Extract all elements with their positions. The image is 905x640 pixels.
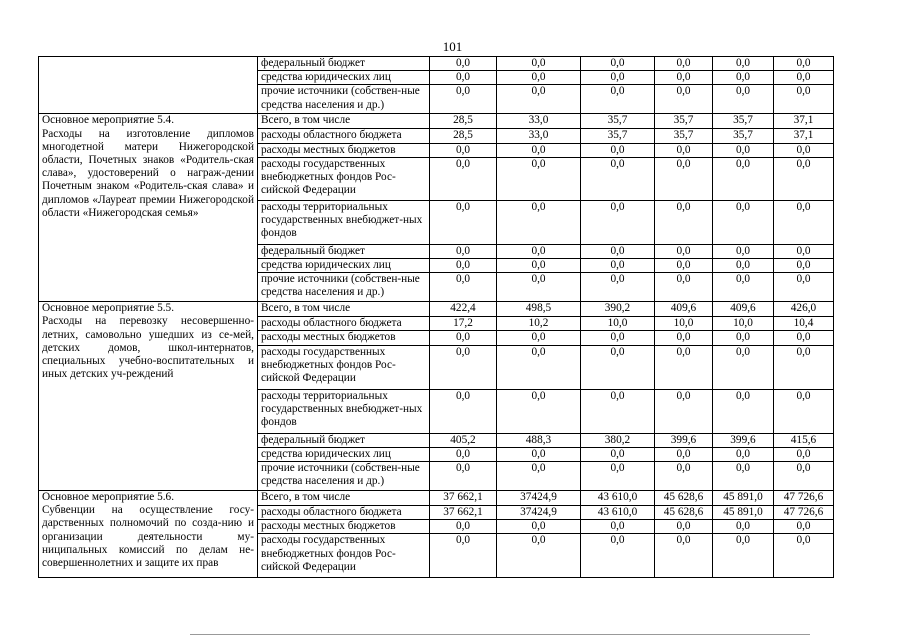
amount-cell: 35,7: [713, 114, 774, 129]
amount-cell: 0,0: [774, 520, 834, 534]
amount-cell: 0,0: [430, 200, 497, 244]
amount-cell: 0,0: [497, 259, 581, 273]
amount-cell: 0,0: [774, 259, 834, 273]
amount-cell: 0,0: [713, 85, 774, 114]
amount-cell: 409,6: [655, 302, 713, 317]
funding-source-label: расходы территориальных государственных внебюджет-ных фондов: [258, 389, 430, 433]
amount-cell: 37,1: [774, 129, 834, 143]
funding-source-label: расходы областного бюджета: [258, 317, 430, 331]
amount-cell: 0,0: [430, 85, 497, 114]
amount-cell: 0,0: [774, 244, 834, 258]
amount-cell: 0,0: [497, 200, 581, 244]
amount-cell: 0,0: [774, 157, 834, 200]
amount-cell: 0,0: [713, 200, 774, 244]
table-row: [39, 302, 834, 317]
amount-cell: 0,0: [581, 244, 655, 258]
amount-cell: 0,0: [655, 200, 713, 244]
amount-cell: 0,0: [713, 57, 774, 71]
table-row: [39, 114, 834, 129]
amount-cell: 380,2: [581, 433, 655, 447]
amount-cell: 0,0: [774, 143, 834, 157]
funding-source-label: расходы местных бюджетов: [258, 143, 430, 157]
funding-source-label: расходы областного бюджета: [258, 129, 430, 143]
amount-cell: 0,0: [581, 85, 655, 114]
amount-cell: 0,0: [713, 447, 774, 461]
amount-cell: 35,7: [655, 114, 713, 129]
amount-cell: 0,0: [497, 244, 581, 258]
amount-cell: 0,0: [430, 331, 497, 345]
amount-cell: 0,0: [497, 85, 581, 114]
amount-cell: 10,0: [581, 317, 655, 331]
amount-cell: 28,5: [430, 114, 497, 129]
amount-cell: 0,0: [655, 143, 713, 157]
funding-source-label: федеральный бюджет: [258, 433, 430, 447]
amount-cell: 0,0: [774, 57, 834, 71]
event-cell: [39, 57, 258, 114]
amount-cell: 0,0: [430, 57, 497, 71]
amount-cell: 0,0: [581, 534, 655, 578]
amount-cell: 33,0: [497, 114, 581, 129]
amount-cell: 0,0: [497, 71, 581, 85]
amount-cell: 0,0: [581, 157, 655, 200]
amount-cell: 0,0: [713, 157, 774, 200]
page-number: 101: [442, 39, 463, 54]
amount-cell: 0,0: [713, 331, 774, 345]
amount-cell: 0,0: [581, 462, 655, 491]
amount-cell: 35,7: [581, 114, 655, 129]
amount-cell: 0,0: [430, 462, 497, 491]
page-bottom-line: [190, 634, 810, 635]
amount-cell: 0,0: [713, 345, 774, 389]
funding-source-label: прочие источники (собствен-ные средства населения и др.): [258, 85, 430, 114]
event-description: Субвенции на осуществление госу-дарственных полномочий по созда-нию и организации деятельности му-ниципальных комиссий по делам не-совершеннолетних и защите их прав: [42, 504, 254, 570]
amount-cell: 488,3: [497, 433, 581, 447]
amount-cell: 28,5: [430, 129, 497, 143]
funding-source-label: прочие источники (собствен-ные средства населения и др.): [258, 273, 430, 302]
amount-cell: 0,0: [713, 520, 774, 534]
event-cell: [39, 302, 258, 491]
funding-source-label: средства юридических лиц: [258, 447, 430, 461]
amount-cell: 0,0: [430, 389, 497, 433]
amount-cell: 0,0: [430, 259, 497, 273]
amount-cell: 47 726,6: [774, 506, 834, 520]
amount-cell: 0,0: [497, 345, 581, 389]
amount-cell: 0,0: [430, 157, 497, 200]
amount-cell: 0,0: [430, 520, 497, 534]
amount-cell: 0,0: [497, 57, 581, 71]
amount-cell: 0,0: [774, 345, 834, 389]
amount-cell: 35,7: [713, 129, 774, 143]
amount-cell: 0,0: [713, 71, 774, 85]
amount-cell: 415,6: [774, 433, 834, 447]
funding-source-label: средства юридических лиц: [258, 259, 430, 273]
amount-cell: 0,0: [655, 447, 713, 461]
amount-cell: 0,0: [655, 520, 713, 534]
amount-cell: 0,0: [774, 534, 834, 578]
amount-cell: 0,0: [497, 143, 581, 157]
event-cell: [39, 491, 258, 578]
amount-cell: 0,0: [581, 520, 655, 534]
amount-cell: 0,0: [581, 143, 655, 157]
event-title: Основное мероприятие 5.6.: [42, 491, 175, 504]
funding-source-label: расходы государственных внебюджетных фондов Рос-сийской Федерации: [258, 157, 430, 200]
amount-cell: 45 628,6: [655, 491, 713, 506]
amount-cell: 0,0: [774, 462, 834, 491]
amount-cell: 0,0: [581, 389, 655, 433]
amount-cell: 0,0: [774, 273, 834, 302]
amount-cell: 0,0: [581, 345, 655, 389]
amount-cell: 45 891,0: [713, 491, 774, 506]
amount-cell: 0,0: [581, 447, 655, 461]
funding-source-label: расходы территориальных государственных внебюджет-ных фондов: [258, 200, 430, 244]
funding-source-label: Всего, в том числе: [258, 302, 430, 317]
amount-cell: 422,4: [430, 302, 497, 317]
amount-cell: 0,0: [430, 244, 497, 258]
budget-table: [38, 56, 834, 578]
amount-cell: 35,7: [581, 129, 655, 143]
amount-cell: 0,0: [655, 462, 713, 491]
amount-cell: 0,0: [497, 520, 581, 534]
amount-cell: 0,0: [655, 331, 713, 345]
amount-cell: 0,0: [497, 331, 581, 345]
amount-cell: 17,2: [430, 317, 497, 331]
amount-cell: 0,0: [430, 345, 497, 389]
funding-source-label: прочие источники (собствен-ные средства населения и др.): [258, 462, 430, 491]
amount-cell: 0,0: [655, 57, 713, 71]
amount-cell: 0,0: [713, 273, 774, 302]
funding-source-label: Всего, в том числе: [258, 491, 430, 506]
funding-source-label: расходы областного бюджета: [258, 506, 430, 520]
amount-cell: 409,6: [713, 302, 774, 317]
amount-cell: 37,1: [774, 114, 834, 129]
amount-cell: 37 662,1: [430, 491, 497, 506]
event-description: Расходы на изготовление дипломов многодетной матери Нижегородской области, Почетных знаков «Родитель-ская слава», удостоверений о награж-дении Почетным знаком «Родитель-ская слава» и дипломов «Лауреат премии Нижегородской области «Нижегородская семья»: [42, 127, 254, 219]
amount-cell: 0,0: [581, 259, 655, 273]
amount-cell: 0,0: [497, 447, 581, 461]
amount-cell: 0,0: [774, 389, 834, 433]
funding-source-label: Всего, в том числе: [258, 114, 430, 129]
amount-cell: 0,0: [655, 71, 713, 85]
amount-cell: 0,0: [430, 71, 497, 85]
amount-cell: 0,0: [581, 71, 655, 85]
table-row: [39, 491, 834, 506]
amount-cell: 399,6: [655, 433, 713, 447]
amount-cell: 0,0: [713, 462, 774, 491]
amount-cell: 0,0: [655, 157, 713, 200]
amount-cell: 0,0: [774, 71, 834, 85]
amount-cell: 405,2: [430, 433, 497, 447]
amount-cell: 0,0: [774, 85, 834, 114]
amount-cell: 0,0: [581, 331, 655, 345]
funding-source-label: федеральный бюджет: [258, 57, 430, 71]
event-title: Основное мероприятие 5.4.: [42, 114, 175, 127]
amount-cell: 0,0: [713, 244, 774, 258]
amount-cell: 37424,9: [497, 506, 581, 520]
amount-cell: 0,0: [497, 389, 581, 433]
amount-cell: 0,0: [655, 259, 713, 273]
amount-cell: 0,0: [430, 273, 497, 302]
amount-cell: 0,0: [713, 259, 774, 273]
amount-cell: 0,0: [497, 157, 581, 200]
amount-cell: 0,0: [655, 345, 713, 389]
amount-cell: 0,0: [581, 57, 655, 71]
funding-source-label: расходы государственных внебюджетных фондов Рос-сийской Федерации: [258, 345, 430, 389]
amount-cell: 0,0: [655, 273, 713, 302]
amount-cell: 399,6: [713, 433, 774, 447]
amount-cell: 0,0: [774, 331, 834, 345]
amount-cell: 10,2: [497, 317, 581, 331]
amount-cell: 47 726,6: [774, 491, 834, 506]
amount-cell: 10,4: [774, 317, 834, 331]
amount-cell: 37 662,1: [430, 506, 497, 520]
amount-cell: 45 628,6: [655, 506, 713, 520]
amount-cell: 0,0: [713, 534, 774, 578]
amount-cell: 0,0: [655, 244, 713, 258]
amount-cell: 0,0: [430, 143, 497, 157]
amount-cell: 37424,9: [497, 491, 581, 506]
funding-source-label: расходы государственных внебюджетных фондов Рос-сийской Федерации: [258, 534, 430, 578]
amount-cell: 0,0: [497, 534, 581, 578]
amount-cell: 426,0: [774, 302, 834, 317]
amount-cell: 0,0: [774, 200, 834, 244]
event-description: Расходы на перевозку несовершенно-летних, самовольно ушедших из се-мей, детских домов, школ-интернатов, специальных учебно-воспитательных и иных детских уч-реждений: [42, 315, 254, 381]
amount-cell: 0,0: [713, 143, 774, 157]
amount-cell: 45 891,0: [713, 506, 774, 520]
amount-cell: 35,7: [655, 129, 713, 143]
amount-cell: 10,0: [655, 317, 713, 331]
amount-cell: 0,0: [774, 447, 834, 461]
amount-cell: 498,5: [497, 302, 581, 317]
amount-cell: 0,0: [581, 273, 655, 302]
table-row: [39, 57, 834, 71]
amount-cell: 43 610,0: [581, 491, 655, 506]
amount-cell: 0,0: [655, 534, 713, 578]
funding-source-label: расходы местных бюджетов: [258, 520, 430, 534]
funding-source-label: расходы местных бюджетов: [258, 331, 430, 345]
amount-cell: 0,0: [430, 447, 497, 461]
event-cell: [39, 114, 258, 302]
amount-cell: 0,0: [430, 534, 497, 578]
amount-cell: 0,0: [655, 85, 713, 114]
amount-cell: 0,0: [581, 200, 655, 244]
amount-cell: 33,0: [497, 129, 581, 143]
amount-cell: 390,2: [581, 302, 655, 317]
funding-source-label: средства юридических лиц: [258, 71, 430, 85]
amount-cell: 0,0: [497, 273, 581, 302]
amount-cell: 0,0: [497, 462, 581, 491]
amount-cell: 10,0: [713, 317, 774, 331]
amount-cell: 0,0: [655, 389, 713, 433]
amount-cell: 43 610,0: [581, 506, 655, 520]
event-title: Основное мероприятие 5.5.: [42, 302, 175, 315]
amount-cell: 0,0: [713, 389, 774, 433]
funding-source-label: федеральный бюджет: [258, 244, 430, 258]
